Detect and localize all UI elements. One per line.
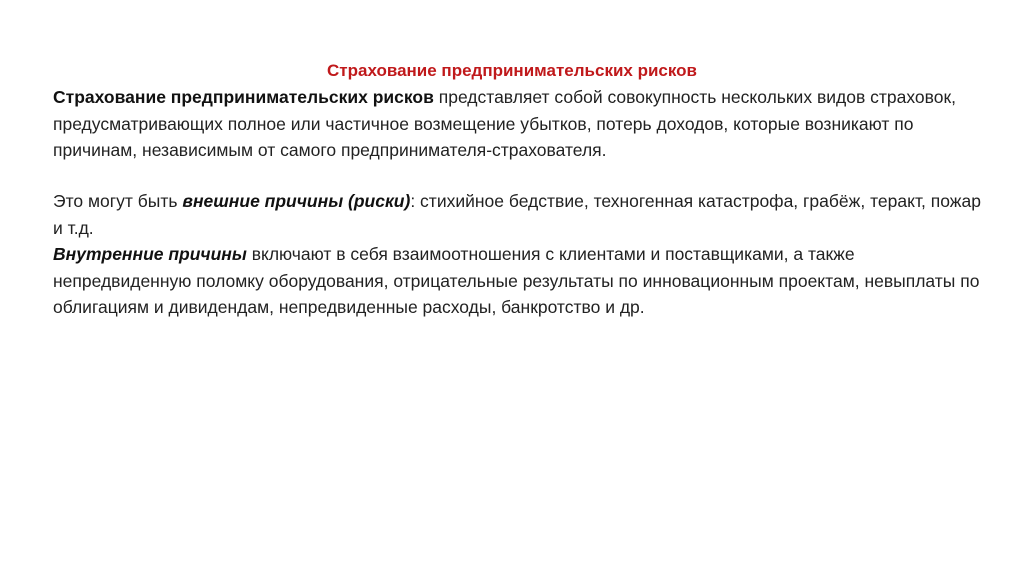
definition-text: представляет собой совокупность нескольких видов страховок, предусматривающих полное или частичное возмещение убытков, потерь доходов, которые возникают по причинам, независимым от самого предпринимателя-страхователя. bbox=[53, 87, 956, 160]
external-causes-paragraph bbox=[53, 188, 983, 241]
external-causes-term: внешние причины (риски) bbox=[182, 191, 411, 211]
external-causes-text: : стихийное бедствие, техногенная катастрофа, грабёж, теракт, пожар и т.д. bbox=[53, 191, 981, 238]
internal-causes-text: включают в себя взаимоотношения с клиентами и поставщиками, а также непредвиденную поломку оборудования, отрицательные результаты по инновационным проектам, невыплаты по облигациям и дивидендам, непредвиденные расходы, банкротство и др. bbox=[53, 244, 980, 317]
slide-title: Страхование предпринимательских рисков bbox=[327, 61, 697, 80]
definition-term: Страхование предпринимательских рисков bbox=[53, 87, 434, 107]
internal-causes-term: Внутренние причины bbox=[53, 244, 247, 264]
external-causes-lead: Это могут быть bbox=[53, 191, 183, 211]
definition-paragraph bbox=[53, 84, 983, 164]
internal-causes-paragraph bbox=[53, 241, 983, 321]
